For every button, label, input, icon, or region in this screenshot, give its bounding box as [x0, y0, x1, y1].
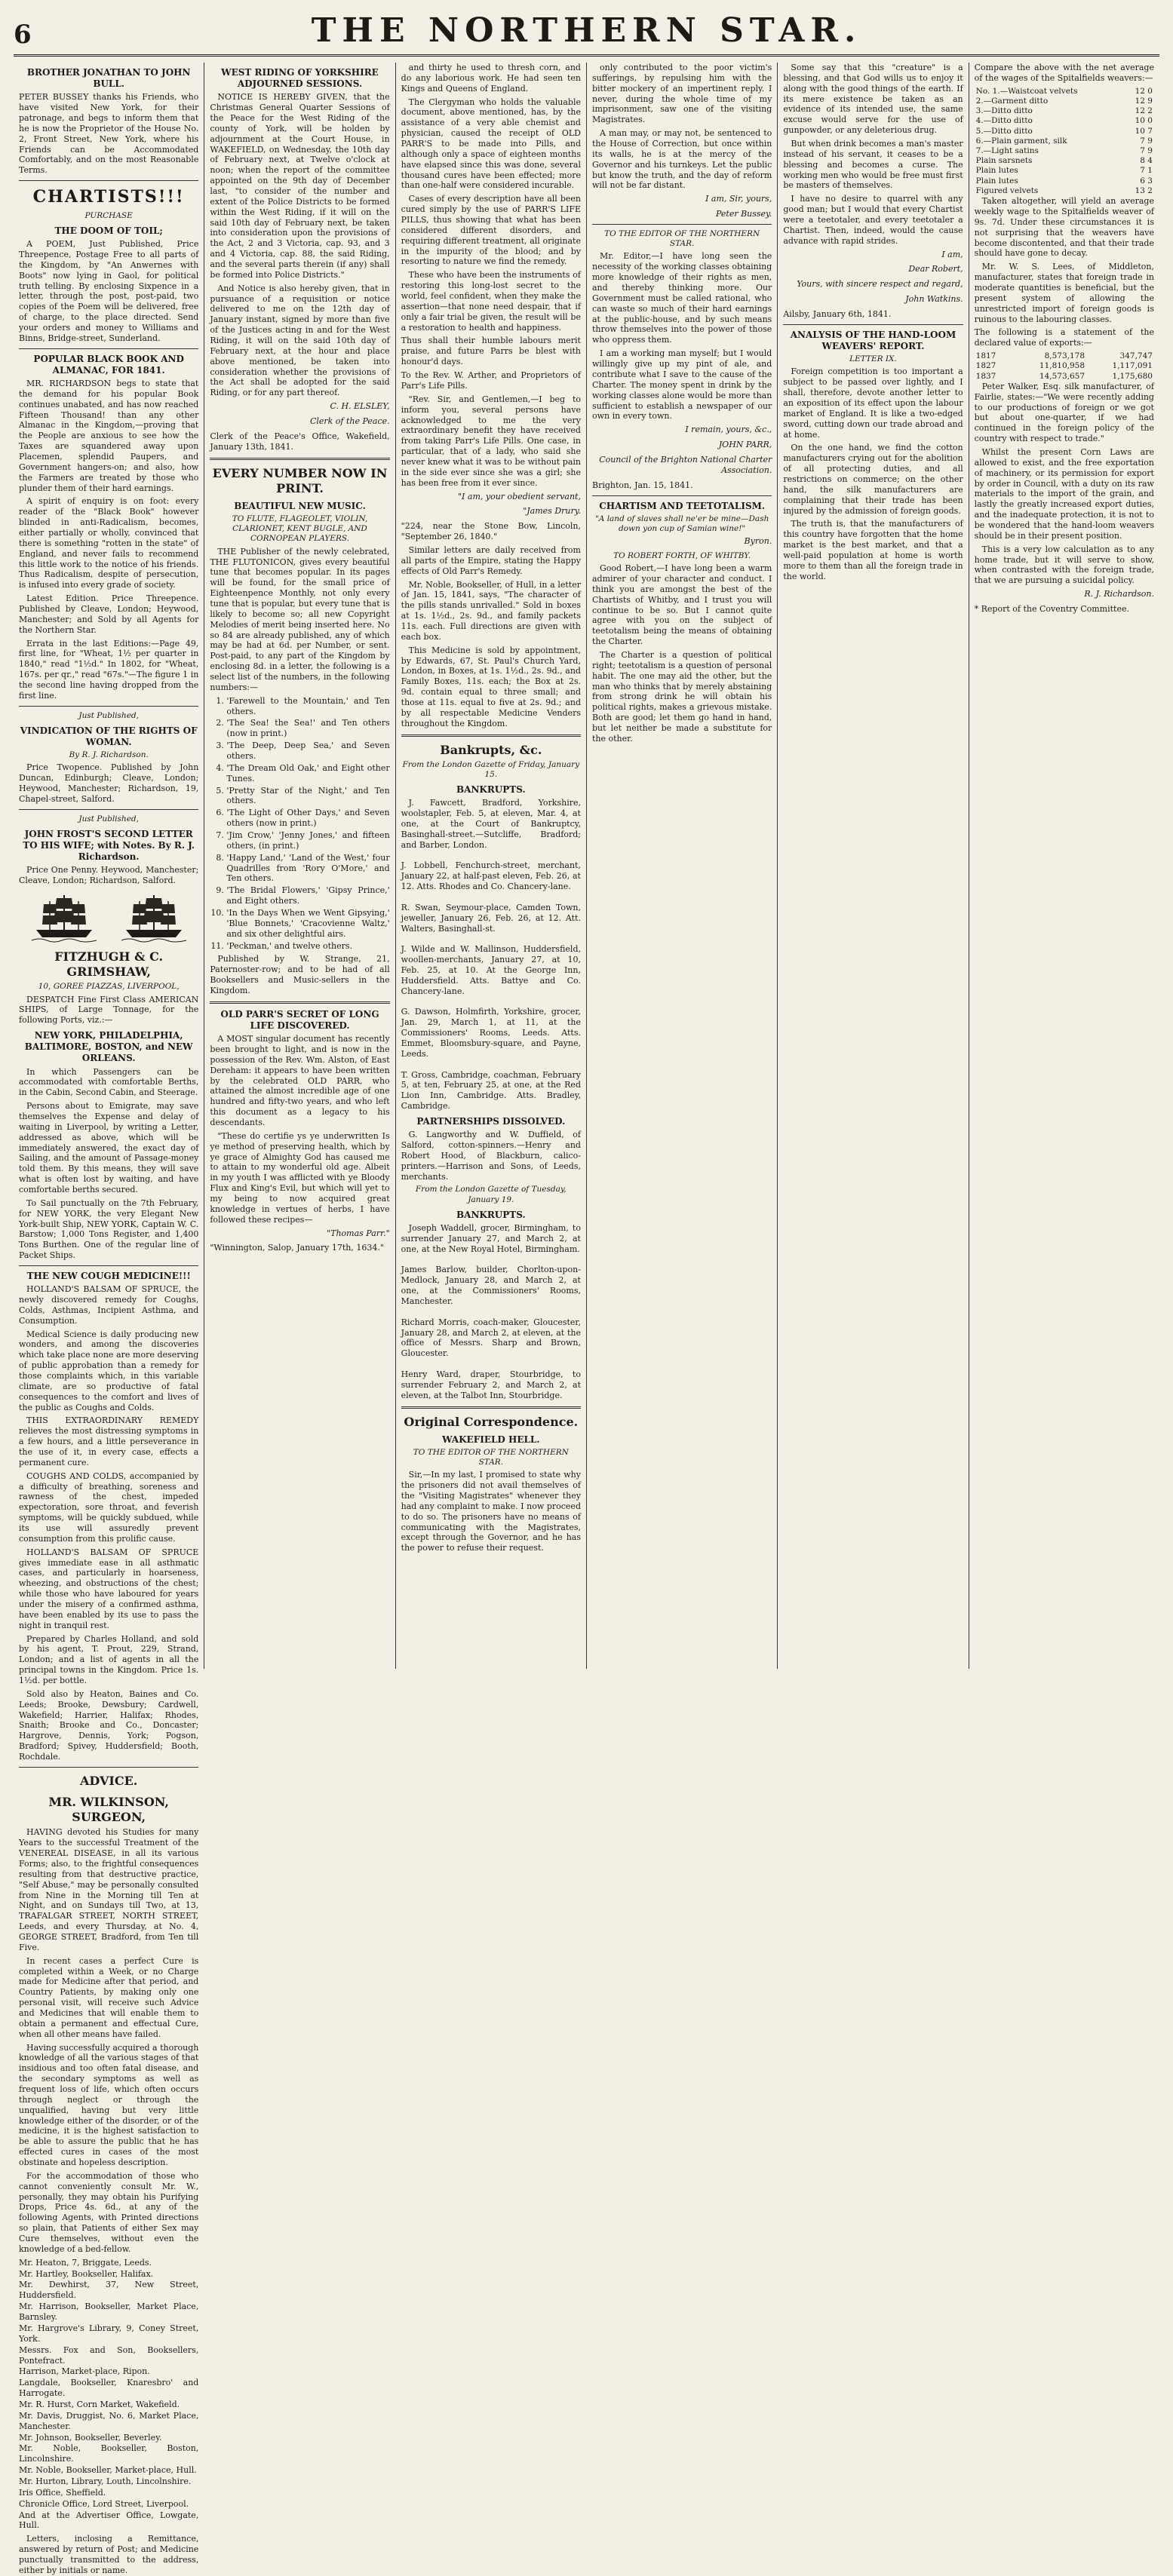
list-item: Mr. Davis, Druggist, No. 6, Market Place, Manchester. — [19, 2410, 199, 2431]
table-cell: 12 9 — [1135, 96, 1153, 106]
correspondence-body: Sir,—In my last, I promised to state why the prisoners did not avail themselves of the "Visiting Magistrates" whenever they had any complaint to make. I now proceed to do so. The prisoners have no means of communicating with the Magistrates, except through the Governor, and he has the power to refuse their request. — [401, 1470, 581, 1553]
handloom-body-2: On the one hand, we find the cotton manufacturers crying out for the abolition of all protecting duties, and all restrictions on commerce; on the other hand, the silk manufacturers are complaining that their trade has been injured by the admission of foreign goods. — [783, 443, 963, 516]
table-cell: 7 9 — [1140, 146, 1153, 156]
parr-cont-body-5: Thus shall their humble labours merit praise, and future Parrs be blest with honour'd days. — [401, 336, 581, 367]
letter-body-2: I am a working man myself; but I would willingly give up my pint of ale, and contribute what I save to the cause of the Charter. The money spent in drink by the working classes alone would be more than sufficient to establish a newspaper of our own in every town. — [591, 348, 772, 422]
chartism-cont-body-2: But when drink becomes a man's master instead of his servant, it ceases to be a blessing and becomes a curse. The working men who would be free must first be masters of themselves. — [783, 139, 963, 191]
vindication-intro: Just Published, — [78, 710, 139, 720]
table-cell: 6.—Plain garment, silk — [975, 136, 1067, 146]
table-row — [975, 97, 1154, 106]
dissolved-label: PARTNERSHIPS DISSOLVED. — [416, 1116, 566, 1127]
almanac-body-2: A spirit of enquiry is on foot: every reader of the "Black Book" however blinded in anti-Radicalism, becomes, either partially or wholly, convinced that there is something "rotten in the state" of England, and never fails to recommend this little work to the notice of his friends. Thus Radicalism, despite of persecution, is infused into every grade of society. — [19, 496, 199, 590]
sessions-body-2: And Notice is also hereby given, that in pursuance of a requisition or notice delivered to me on the 12th day of January instant, signed by more than five of the Justices acting in and for the West Riding, it will on the said 10th day of February next, at the hour and place above mentioned, be taken into consideration whether the provisions of the Act shall be adopted for the said Riding, or for any part thereof. — [210, 283, 390, 398]
divider — [592, 224, 772, 225]
table-cell: 2.—Garment ditto — [975, 96, 1049, 106]
advice-body-1: HAVING devoted his Studies for many Years to the successful Treatment of the VENEREAL DISEASE, in all its various Forms; also, to the frightful consequences resulting from that destructive practice, "Self Abuse," may be personally consulted from Nine in the Morning till Ten at Night, and on Sundays till Two, at 13, TRAFALGAR STREET, NORTH STREET, Leeds, and every Thursday, at No. 4, GEORGE STREET, Bradford, from Ten till Five. — [19, 1827, 199, 1952]
divider — [783, 324, 963, 325]
dissolved-list: G. Langworthy and W. Duffield, of Salford, cotton-spinners.—Henry and Robert Hood, of Blackburn, calico-printers.—Harrison and Sons, of Leeds, merchants. — [401, 1130, 581, 1182]
chartism-heading: CHARTISM AND TEETOTALISM. — [599, 500, 766, 511]
masthead — [14, 0, 1159, 57]
column-container — [14, 63, 1159, 2575]
wages-intro: Compare the above with the net average of the wages of the Spitalfields weavers:— — [974, 63, 1154, 83]
fitzhugh-body-2: In which Passengers can be accommodated with comfortable Berths, in the Cabin, Second Cabin, and Steerage. — [19, 1066, 199, 1098]
list-item: 11. 'Peckman,' and twelve others. — [226, 941, 389, 952]
list-item: Chronicle Office, Lord Street, Liverpool. — [19, 2498, 189, 2509]
handloom-body-3: The truth is, that the manufacturers of this country have forgotten that the home market is the best market, and that a well-paid population at home is worth more to them than all the foreign trade in the world. — [783, 519, 963, 581]
bankrupts-gazette-1: From the London Gazette of Friday, January 15. — [402, 759, 580, 779]
list-item: 7. 'Jim Crow,' 'Jenny Jones,' and fifteen others, (in print.) — [226, 830, 389, 851]
frost-title: JOHN FROST'S SECOND LETTER TO HIS WIFE; with Notes. By R. J. Richardson. — [23, 829, 195, 863]
table-cell: 7 9 — [1140, 136, 1153, 146]
chartists-body: A POEM, Just Published, Price Threepence, Postage Free to all parts of the Kingdom, by "An Anwernes with Boots" now lying in Gaol, for political truth telling. By enclosing Sixpence in a letter, through the post, post-paid, two copies of the Poem will be delivered, free of charge, to the place directed. Send your orders and money to Williams and Binns, Bridge-street, Sunderland. — [19, 239, 199, 343]
table-cell: Plain sarsnets — [975, 156, 1033, 166]
table-cell: Plain lutes — [975, 166, 1018, 176]
list-item: 4. 'The Dream Old Oak,' and Eight other Tunes. — [226, 763, 389, 784]
advice-agents-intro: For the accommodation of those who cannot conveniently consult Mr. W., personally, they may obtain his Purifying Drops, Price 4s. 6d., at any of the following Agents, with Printed directions so plain, that Patients of either Sex may Cure themselves, without even the knowledge of a bed-fellow. — [19, 2170, 199, 2254]
letter1-intro: To the Rev. W. Arther, and Proprietors of Parr's Life Pills. — [401, 370, 581, 391]
table-row — [975, 166, 1154, 176]
table-cell: 4.—Ditto ditto — [975, 116, 1033, 126]
jonathan-body: PETER BUSSEY thanks his Friends, who have visited New York, for their patronage, and begs to inform them that he is now the Proprietor of the House No. 2, Front Street, New York, where his Friends can be Accommodated Comfortably, and on the most Reasonable Terms. — [19, 92, 199, 176]
letter-body-1: Mr. Editor,—I have long seen the necessity of the working classes obtaining more knowledge of their rights as men, and thereby thinking more. Our Government must be called rational, who can waste so much of their hard earnings at the public-house, and by such means throw themselves into the power of those who oppress them. — [591, 251, 772, 345]
advice-footer: Letters, inclosing a Remittance, answered by return of Post; and Medicine punctually transmitted to the address, either by initials or name. — [19, 2534, 199, 2575]
letter-to: TO THE EDITOR OF THE NORTHERN STAR. — [604, 229, 760, 249]
divider — [19, 180, 198, 181]
table-cell: Figured velvets — [975, 186, 1039, 195]
advice-name: MR. WILKINSON, SURGEON, — [48, 1795, 169, 1825]
letter1-signature-name: "James Drury. — [523, 506, 581, 517]
vindication-body: Price Twopence. Published by John Duncan, Edinburgh; Cleave, London; Heywood, Manchester; Richardson, 19, Chapel-street, Salford. — [19, 762, 199, 804]
table-row — [975, 372, 1154, 382]
chartism-body-2: The Charter is a question of political right; teetotalism is a question of personal habit. The one may aid the other, but the man who thinks that by merely abstaining from strong drink he will obtain his political rights, makes a grievous mistake. Both are good; let them go hand in hand, but let neither be made a substitute for the other. — [591, 650, 772, 744]
table-row — [975, 146, 1154, 156]
list-item: Langdale, Bookseller, Knaresbro' and Harrogate. — [19, 2378, 199, 2399]
letter1-date: "224, near the Stone Bow, Lincoln, "September 26, 1840." — [401, 521, 581, 542]
col6-body-2: Mr. W. S. Lees, of Middleton, manufacturer, states that foreign trade in moderate quantities is beneficial, but the present system of allowing the unrestricted import of foreign goods is ruinous to the labouring classes. — [974, 262, 1154, 324]
list-item: 3. 'The Deep, Deep Sea,' and Seven others. — [226, 741, 389, 762]
list-item: Mr. R. Hurst, Corn Market, Wakefield. — [19, 2399, 180, 2409]
vindication-title: VINDICATION OF THE RIGHTS OF WOMAN. — [20, 725, 198, 748]
chartists-sub: PURCHASE — [84, 210, 133, 220]
table-row — [975, 116, 1154, 126]
table-row — [975, 351, 1154, 361]
bankrupts-label: BANKRUPTS. — [456, 784, 526, 796]
list-item: Mr. Johnson, Bookseller, Beverley. — [19, 2432, 162, 2443]
bankrupts-list-2: Joseph Waddell, grocer, Birmingham, to surrender January 27, and March 2, at one, at the New Royal Hotel, Birmingham. James Barlow, builder, Chorlton-upon-Medlock, January 28, and March 2, at one, at the Commissioners' Rooms, Manchester. Richard Morris, coach-maker, Gloucester, January 28, and March 2, at eleven, at the office of Messrs. Sharp and Brown, Gloucester. Henry Ward, draper, Stourbridge, to surrender February 2, and March 2, at eleven, at the Talbot Inn, Stourbridge. — [401, 1223, 581, 1400]
chartism-signature-3: Yours, with sincere respect and regard, — [797, 279, 963, 290]
chartism-body-1: Good Robert,—I have long been a warm admirer of your character and conduct. I think you are amongst the best of the Chartists of Whitby, and I trust you will continue to be so. But I cannot quite agree with you on the subject of teetotalism being the means of obtaining the Charter. — [591, 563, 772, 647]
ship-icon — [32, 891, 97, 943]
letter-signature-name: JOHN PARR, — [718, 440, 772, 450]
table-cell: 12 2 — [1135, 106, 1153, 116]
col6-body-5: This is a very low calculation as to any home trade, but it will serve to show, when contrasted with the foreign trade, that we are pursuing a suicidal policy. — [974, 544, 1154, 586]
letter-signature: I remain, yours, &c., — [685, 425, 772, 435]
divider — [401, 1406, 581, 1409]
list-item: Mr. Harrison, Bookseller, Market Place, Barnsley. — [19, 2302, 199, 2323]
table-row — [975, 361, 1154, 371]
sessions-body-1: NOTICE IS HEREBY GIVEN, that the Christmas General Quarter Sessions of the Peace for the West Riding of the county of York, will be holden by adjournment at the Court House, in WAKEFIELD, on Wednesday, the 10th day of February next, at Twelve o'clock at noon; when the report of the committee appointed on the 9th day of December last, "to consider of the number and extent of the Police Districts to be formed within the West Riding, if it will on the said 10th day of February next, be taken into consideration upon the provisions of the Act, 2 and 3 Victoria, cap. 93, and 3 and 4 Victoria, cap. 88, the said Riding, and the several parts therein (if any) shall be formed into Police Districts." — [210, 92, 390, 280]
table-cell: 8,573,178 — [1044, 351, 1085, 361]
exports-intro: The following is a statement of the declared value of exports:— — [974, 327, 1154, 348]
divider — [19, 1265, 198, 1266]
list-item: And at the Advertiser Office, Lowgate, Hull. — [19, 2510, 199, 2531]
table-row — [975, 156, 1154, 166]
letter2-body-2: Mr. Noble, Bookseller, of Hull, in a letter of Jan. 15, 1841, says, "The character of the pills stands unrivalled." Sold in boxes at 1s. 1½d., 2s. 9d., and family packets 11s. each. Full directions are given with each box. — [401, 579, 581, 642]
list-item: 5. 'Pretty Star of the Night,' and Ten others. — [226, 786, 389, 807]
col6-body-4: Whilst the present Corn Laws are allowed to exist, and the free exportation of machinery, or its permission for export by order in Council, with a duty on its raw materials to the import of the grain, and lastly the greatly increased export duties, and the inadequate protection, it is not to be wondered that the hand-loom weavers should be in their present position. — [974, 446, 1154, 541]
col6-footnote: * Report of the Coventry Committee. — [974, 604, 1129, 614]
cough-body-6: Prepared by Charles Holland, and sold by his agent, T. Prout, 229, Strand, London; and a list of agents in all the principal towns in the Kingdom. Price 1s. 1½d. per bottle. — [19, 1633, 199, 1686]
sessions-signature-title: Clerk of the Peace. — [309, 416, 390, 426]
table-cell: 1837 — [975, 371, 996, 381]
divider — [401, 734, 581, 737]
list-item: Mr. Heaton, 7, Briggate, Leeds. — [19, 2257, 152, 2268]
letter2-caution: This Medicine is sold by appointment, by Edwards, 67, St. Paul's Church Yard, London, in Boxes, at 1s. 1½d., 2s. 9d., and Family Boxes, 11s. each; the Box at 2s. 9d. contain equal to three small; and those at 11s. equal to five at 2s. 9d.; and by all respectable Medicine Venders throughout the Kingdom. — [401, 645, 581, 728]
almanac-errata: Errata in the last Editions:—Page 49, first line, for "Wheat, 1½ per quarter in 1840," read "1½d." In 1802, for "Wheat, 167s. per qr.," read "67s."—The figure 1 in the second line having dropped from the first line. — [19, 638, 199, 701]
list-item: 9. 'The Bridal Flowers,' 'Gipsy Prince,' and Eight others. — [226, 885, 389, 906]
divider — [210, 1001, 389, 1004]
music-sub: BEAUTIFUL NEW MUSIC. — [234, 500, 366, 511]
table-cell: 14,573,657 — [1039, 371, 1085, 381]
corr-cont-body-2: A man may, or may not, be sentenced to the House of Correction, but once within its walls, he is at the mercy of the Governor and his turnkeys. Let the public but know the truth, and the day of reform will not be far distant. — [591, 128, 772, 191]
chartism-cont-body-3: I have no desire to quarrel with any good man; but I would that every Chartist were a teetotaler, and every teetotaler a Chartist. Then, indeed, would the cause advance with rapid strides. — [783, 194, 963, 246]
col6-body-1: Taken altogether, will yield an average weekly wage to the Spitalfields weaver of 9s. 7d. Under these circumstances it is not surprising that the weavers have become discontented, and that their trade should have gone to decay. — [974, 196, 1154, 259]
fitzhugh-address: 10, GOREE PIAZZAS, LIVERPOOL, — [38, 982, 180, 992]
column-1 — [14, 63, 204, 2575]
handloom-heading: ANALYSIS OF THE HAND-LOOM WEAVERS' REPORT. — [790, 329, 957, 352]
bankrupts-gazette-2: From the London Gazette of Tuesday, January 19. — [415, 1185, 567, 1204]
table-cell: No. 1.—Waistcoat velvets — [975, 86, 1078, 96]
table-cell: 7.—Light satins — [975, 146, 1039, 156]
table-cell: Plain lutes — [975, 176, 1018, 186]
parr-heading: OLD PARR'S SECRET OF LONG LIFE DISCOVERED. — [220, 1008, 379, 1031]
divider — [19, 809, 198, 810]
cough-body-2: Medical Science is daily producing new wonders, and among the discoveries which take place none are more deserving of public approbation than a remedy for those complaints which, in this variable climate, are so productive of fatal consequences to the comfort and lives of the public as Coughs and Colds. — [19, 1329, 199, 1412]
ships-illustration — [19, 891, 198, 943]
vindication-author: By R. J. Richardson. — [69, 750, 149, 760]
table-cell: 11,810,958 — [1039, 361, 1085, 371]
parr-cont-body-2: The Clergyman who holds the valuable document, above mentioned, has, by the assistance of a very able chemist and physician, caused the receipt of OLD PARR'S to be made into Pills, and although only a space of eighteen months have elapsed since this was done, several thousand cures have been effected; more than one-half were considered incurable. — [401, 97, 581, 191]
bankrupts-heading: Bankrupts, &c. — [440, 742, 542, 757]
column-2 — [204, 63, 395, 1669]
divider — [210, 458, 389, 460]
chartism-signature-name: John Watkins. — [905, 294, 963, 305]
cough-body-1: HOLLAND'S BALSAM OF SPRUCE, the newly discovered remedy for Coughs, Colds, Asthmas, Incipient Asthma, and Consumption. — [19, 1284, 199, 1326]
advice-body-2: In recent cases a perfect Cure is completed within a Week, or no Charge made for Medicine after that period, and Country Patients, by making only one personal visit, will receive such Advice and Medicines that will enable them to obtain a permanent and effectual Cure, when all other means have failed. — [19, 1955, 199, 2039]
advice-heading: ADVICE. — [79, 1773, 138, 1788]
sessions-signature: C. H. ELSLEY, — [330, 401, 390, 412]
column-6 — [969, 63, 1159, 1669]
fitzhugh-body-4: To Sail punctually on the 7th February, for NEW YORK, the very Elegant New York-built Ship, NEW YORK, Captain W. C. Barstow; 1,000 Tons Register, and 1,400 Tons Burthen. One of the regular line of Packet Ships. — [19, 1198, 199, 1261]
list-item: 6. 'The Light of Other Days,' and Seven others (now in print.) — [226, 808, 389, 829]
cough-body-5: HOLLAND'S BALSAM OF SPRUCE gives immediate ease in all asthmatic cases, and particularly in hoarseness, wheezing, and obstructions of the chest; while those who have laboured for years under the misery of a confirmed asthma, have been enabled by its use to pass the night in tranquil rest. — [19, 1547, 199, 1630]
divider — [19, 348, 198, 349]
letter1-body: "Rev. Sir, and Gentlemen,—I beg to inform you, several persons have acknowledged to me the very extraordinary benefit they have received from taking Parr's Life Pills. One case, in particular, that of a lady, who said she never knew what it was to be without pain in the side ever since she was a girl; she has been free from it ever since. — [401, 394, 581, 488]
table-row — [975, 127, 1154, 136]
list-item: 8. 'Happy Land,' 'Land of the West,' four Quadrilles from 'Rory O'More,' and Ten others. — [226, 853, 389, 885]
chartism-signature-2: Dear Robert, — [908, 264, 963, 274]
column-4 — [587, 63, 778, 1669]
list-item: Mr. Dewhirst, 37, New Street, Huddersfield. — [19, 2280, 199, 2301]
wages-table — [975, 87, 1154, 196]
list-item: Mr. Hartley, Bookseller, Halifax. — [19, 2268, 154, 2279]
cough-body-4: COUGHS AND COLDS, accompanied by a difficulty of breathing, soreness and rawness of the chest, impeded expectoration, sore throat, and feverish symptoms, will be quickly subdued, while its use will assuredly prevent consumption from this prolific cause. — [19, 1470, 199, 1544]
list-item: Mr. Noble, Bookseller, Market-place, Hull. — [19, 2465, 197, 2476]
list-item: Mr. Noble, Bookseller, Boston, Lincolnshire. — [19, 2443, 199, 2464]
chartism-epigraph-author: Byron. — [744, 536, 772, 547]
correspondence-heading: Original Correspondence. — [404, 1414, 579, 1429]
table-cell: 8 4 — [1140, 156, 1153, 166]
almanac-body-3: Latest Edition. Price Threepence. Published by Cleave, London; Heywood, Manchester; and Sold by all Agents for the Northern Star. — [19, 593, 199, 635]
column-5 — [778, 63, 969, 1669]
list-item: 10. 'In the Days When we Went Gipsying,' 'Blue Bonnets,' 'Cracovienne Waltz,' and six other delightful airs. — [226, 908, 389, 940]
letter-signature-title: Council of the Brighton National Charter Association. — [599, 454, 772, 475]
fitzhugh-body-3: Persons about to Emigrate, may save themselves the Expense and delay of waiting in Liverpool, by writing a Letter, addressed as above, which will be immediately answered, the exact day of Sailing, and the amount of Passage-money told them. By this means, they will save what is often lost by waiting, and have comfortable berths secured. — [19, 1101, 199, 1194]
handloom-sub: LETTER IX. — [849, 354, 897, 364]
corr-cont-signature-name: Peter Bussey. — [715, 209, 772, 219]
table-cell: 7 1 — [1140, 166, 1153, 176]
page-number: 6 — [14, 20, 32, 50]
table-cell: 1827 — [975, 361, 996, 371]
songs-list — [210, 696, 389, 952]
list-item: Harrison, Market-place, Ripon. — [19, 2366, 150, 2377]
table-cell: 10 0 — [1135, 116, 1153, 126]
advice-body-3: Having successfully acquired a thorough knowledge of all the various stages of that insidious and too often fatal disease, and the secondary symptoms as well as frequent loss of life, which often occurs through neglect or through the unqualified, having but very little knowledge either of the disorder, or of the medicine, it is the highest satisfaction to be able to assure the public that he has effected cures in cases of the most obstinate and hopeless description. — [19, 2042, 199, 2168]
table-row — [975, 136, 1154, 146]
parr-body-2: "These do certifie ys ye underwritten Is ye method of preserving health, which by ye grace of Almighty God has caused me to attain to my wonderful old age. Albeit in my youth I was afflicted with ye Bloody Flux and King's Evil, but which will yet to my being to now acquired great knowledge in vertues of herbs, I have followed these recipes— — [210, 1130, 390, 1225]
table-cell: 12 0 — [1135, 86, 1153, 96]
divider — [19, 1767, 198, 1768]
table-cell: 3.—Ditto ditto — [975, 106, 1033, 116]
sessions-date: Clerk of the Peace's Office, Wakefield, January 13th, 1841. — [210, 431, 390, 452]
parr-body-1: A MOST singular document has recently been brought to light, and is now in the possession of the Rev. Wm. Alston, of East Dereham: it appears to have been written by the celebrated OLD PARR, who attained the almost incredible age of one hundred and fifty-two years, and who left this document as a legacy to his descendants. — [210, 1034, 390, 1127]
frost-intro: Just Published, — [78, 814, 139, 823]
fitzhugh-ports: NEW YORK, PHILADELPHIA, BALTIMORE, BOSTON, and NEW ORLEANS. — [24, 1030, 193, 1064]
list-item: 1. 'Farewell to the Mountain,' and Ten others. — [226, 696, 389, 717]
divider — [592, 495, 772, 496]
exports-table — [975, 351, 1154, 382]
column-3 — [396, 63, 587, 1669]
table-cell: 5.—Ditto ditto — [975, 126, 1033, 136]
corr-cont-body-1: only contributed to the poor victim's sufferings, by repulsing him with the bitter mockery of an impertinent reply. I never, during the whole time of my imprisonment, saw one of the visiting Magistrates. — [591, 63, 772, 125]
list-item: Mr. Hargrove's Library, 9, Coney Street, York. — [19, 2323, 199, 2344]
chartism-epigraph: "A land of slaves shall ne'er be mine—Dash down yon cup of Samian wine!" — [594, 514, 769, 533]
table-cell: 1,117,091 — [1112, 361, 1153, 371]
parr-cont-body-1: and thirty he used to thresh corn, and do any laborious work. He had seen ten Kings and Queens of England. — [401, 63, 581, 94]
letter2-body: Similar letters are daily received from all parts of the Empire, stating the Happy effects of Old Parr's Remedy. — [401, 544, 581, 576]
chartists-title: THE DOOM OF TOIL; — [54, 225, 163, 237]
table-cell: 10 7 — [1135, 126, 1153, 136]
fitzhugh-heading: FITZHUGH & C. GRIMSHAW, — [54, 949, 164, 980]
music-body: THE Publisher of the newly celebrated, THE FLUTONICON, gives every beautiful tune that becomes popular. In its pages will be found, for the small price of Eighteenpence Monthly, not only every tune that is popular, but every tune that is likely to become so; all new Copyright Melodies of merit being inserted here. No so 84 are already published, any of which may be had at 6d. per Number, or sent. Post-paid, to any part of the Kingdom by enclosing 8d. in a letter, the following is a select list of the numbers, in the following numbers:— — [210, 546, 390, 692]
letter-date: Brighton, Jan. 15, 1841. — [591, 480, 693, 490]
table-row — [975, 186, 1154, 196]
almanac-heading: POPULAR BLACK BOOK AND ALMANAC, FOR 1841. — [33, 353, 184, 376]
table-cell: 13 2 — [1135, 186, 1153, 195]
correspondence-title: WAKEFIELD HELL. — [442, 1434, 540, 1445]
parr-cont-body-4: These who have been the instruments of restoring this long-lost secret to the world, feel confident, when they make the assertion—that none need despair, that if only a fair trial be given, the result will be a restoration to health and happiness. — [401, 270, 581, 333]
list-item: Iris Office, Sheffield. — [19, 2487, 106, 2498]
table-cell: 1817 — [975, 351, 996, 361]
newspaper-title: THE NORTHERN STAR. — [311, 11, 862, 50]
almanac-body-1: MR. RICHARDSON begs to state that the demand for his popular Book continues unabated, and has now reached Fifteen Thousand! than any other Almanac in the Kingdom,—proving that the People are anxious to see how the Taxes are squandered away upon Placemen, splendid Paupers, and Government hangers-on; and also, how the Farmers are treated by those who plunder them of their hard earnings. — [19, 378, 199, 493]
chartism-date: Ailsby, January 6th, 1841. — [783, 309, 892, 320]
letter1-signature: "I am, your obedient servant, — [457, 491, 581, 501]
handloom-body-1: Foreign competition is too important a subject to be passed over lightly, and I shall, therefore, devote another letter to an exposition of its effect upon the labour market of England. It is like a two-edged sword, cutting down our trade abroad and at home. — [783, 366, 963, 440]
table-row — [975, 106, 1154, 116]
table-row — [975, 176, 1154, 186]
music-instruments: TO FLUTE, FLAGEOLET, VIOLIN, CLARIONET, KENT BUGLE, AND CORNOPEAN PLAYERS. — [232, 514, 368, 544]
chartism-signature-1: I am, — [941, 249, 963, 259]
list-item: 2. 'The Sea! the Sea!' and Ten others (now in print.) — [226, 718, 389, 739]
music-heading: EVERY NUMBER NOW IN PRINT. — [212, 465, 388, 495]
parr-date: "Winnington, Salop, January 17th, 1634." — [210, 1243, 384, 1253]
parr-signature: "Thomas Parr." — [327, 1228, 390, 1238]
chartism-to: TO ROBERT FORTH, OF WHITBY. — [613, 550, 751, 560]
parr-cont-body-3: Cases of every description have all been cured simply by the use of PARR'S LIFE PILLS, thus showing that what has been considered different disorders, and requiring different treatment, all originate in the impurity of the blood; and by resorting to nature we find the remedy. — [401, 194, 581, 267]
list-item: Mr. Hurton, Library, Louth, Lincolnshire. — [19, 2476, 192, 2486]
music-footer: Published by W. Strange, 21, Paternoster-row; and to be had of all Booksellers and Music-sellers in the Kingdom. — [210, 954, 390, 996]
fitzhugh-body-1: DESPATCH Fine First Class AMERICAN SHIPS, of Large Tonnage, for the following Ports, viz.:— — [19, 994, 199, 1026]
chartists-heading: CHARTISTS!!! — [32, 187, 185, 207]
agents-list — [19, 2258, 198, 2531]
cough-body-7: Sold also by Heaton, Baines and Co. Leeds; Brooke, Dewsbury; Cardwell, Wakefield; Harrier, Halifax; Rhodes, Snaith; Brooke and Co., Doncaster; Hargrove, Dennis, York; Pogson, Bradford; Spivey, Huddersfield; Booth, Rochdale. — [19, 1688, 199, 1762]
chartism-cont-body-1: Some say that this "creature" is a blessing, and that God wills us to enjoy it along with the good things of the earth. If its mere existence be taken as an evidence of its intended use, the same excuse would serve for the use of gunpowder, or any deleterious drug. — [783, 63, 963, 136]
table-cell: 347,747 — [1119, 351, 1153, 361]
divider — [19, 706, 198, 707]
cough-heading: THE NEW COUGH MEDICINE!!! — [26, 1271, 191, 1281]
ship-icon — [121, 891, 186, 943]
corr-cont-signature: I am, Sir, yours, — [705, 194, 772, 204]
table-cell: 1,175,680 — [1112, 371, 1153, 381]
jonathan-heading: BROTHER JONATHAN TO JOHN BULL. — [26, 67, 191, 90]
cough-body-3: THIS EXTRAORDINARY REMEDY relieves the most distressing symptoms in a few hours, and a little perseverance in the use of it, in every case, effects a permanent cure. — [19, 1415, 199, 1467]
list-item: Messrs. Fox and Son, Booksellers, Pontefract. — [19, 2344, 199, 2366]
table-cell: 6 3 — [1140, 176, 1153, 186]
sessions-heading: WEST RIDING OF YORKSHIRE ADJOURNED SESSIONS. — [221, 67, 379, 90]
col6-signature: R. J. Richardson. — [1084, 589, 1154, 600]
bankrupts-list-1: J. Fawcett, Bradford, Yorkshire, woolstapler, Feb. 5, at eleven, Mar. 4, at one, at the Court of Bankruptcy, Basinghall-street.—Sutcliffe, Bradford; and Barber, London. J. Lobbell, Fenchurch-street, merchant, January 22, at half-past eleven, Feb. 26, at 12. Atts. Rhodes and Co. Chancery-lane. R. Swan, Seymour-place, Camden Town, jeweller, January 26, Feb. 26, at 12. Att. Walters, Basinghall-st. J. Wilde and W. Mallinson, Huddersfield, woollen-merchants, January 27, at 10, Feb. 25, at 10. At the George Inn, Huddersfield. Atts. Battye and Co. Chancery-lane. G. Dawson, Holmfirth, Yorkshire, grocer, Jan. 29, March 1, at 11, at the Commissioners' Rooms, Leeds. Atts. Emmet, Bloomsbury-square, and Payne, Leeds. T. Gross, Cambridge, coachman, February 5, at ten, February 25, at one, at the Red Lion Inn, Cambridge. Atts. Bradley, Cambridge. — [401, 798, 581, 1112]
col6-body-3: Peter Walker, Esq. silk manufacturer, of Fairlie, states:—"We were recently adding to our productions of foreign or we got but about one-quarter, if we had continued in the foreign policy of the country with respect to trade." — [974, 381, 1154, 444]
frost-body: Price One Penny. Heywood, Manchester; Cleave, London; Richardson, Salford. — [19, 865, 199, 886]
correspondence-to: TO THE EDITOR OF THE NORTHERN STAR. — [413, 1447, 569, 1467]
bankrupts-label-2: BANKRUPTS. — [456, 1209, 526, 1220]
table-row — [975, 87, 1154, 97]
